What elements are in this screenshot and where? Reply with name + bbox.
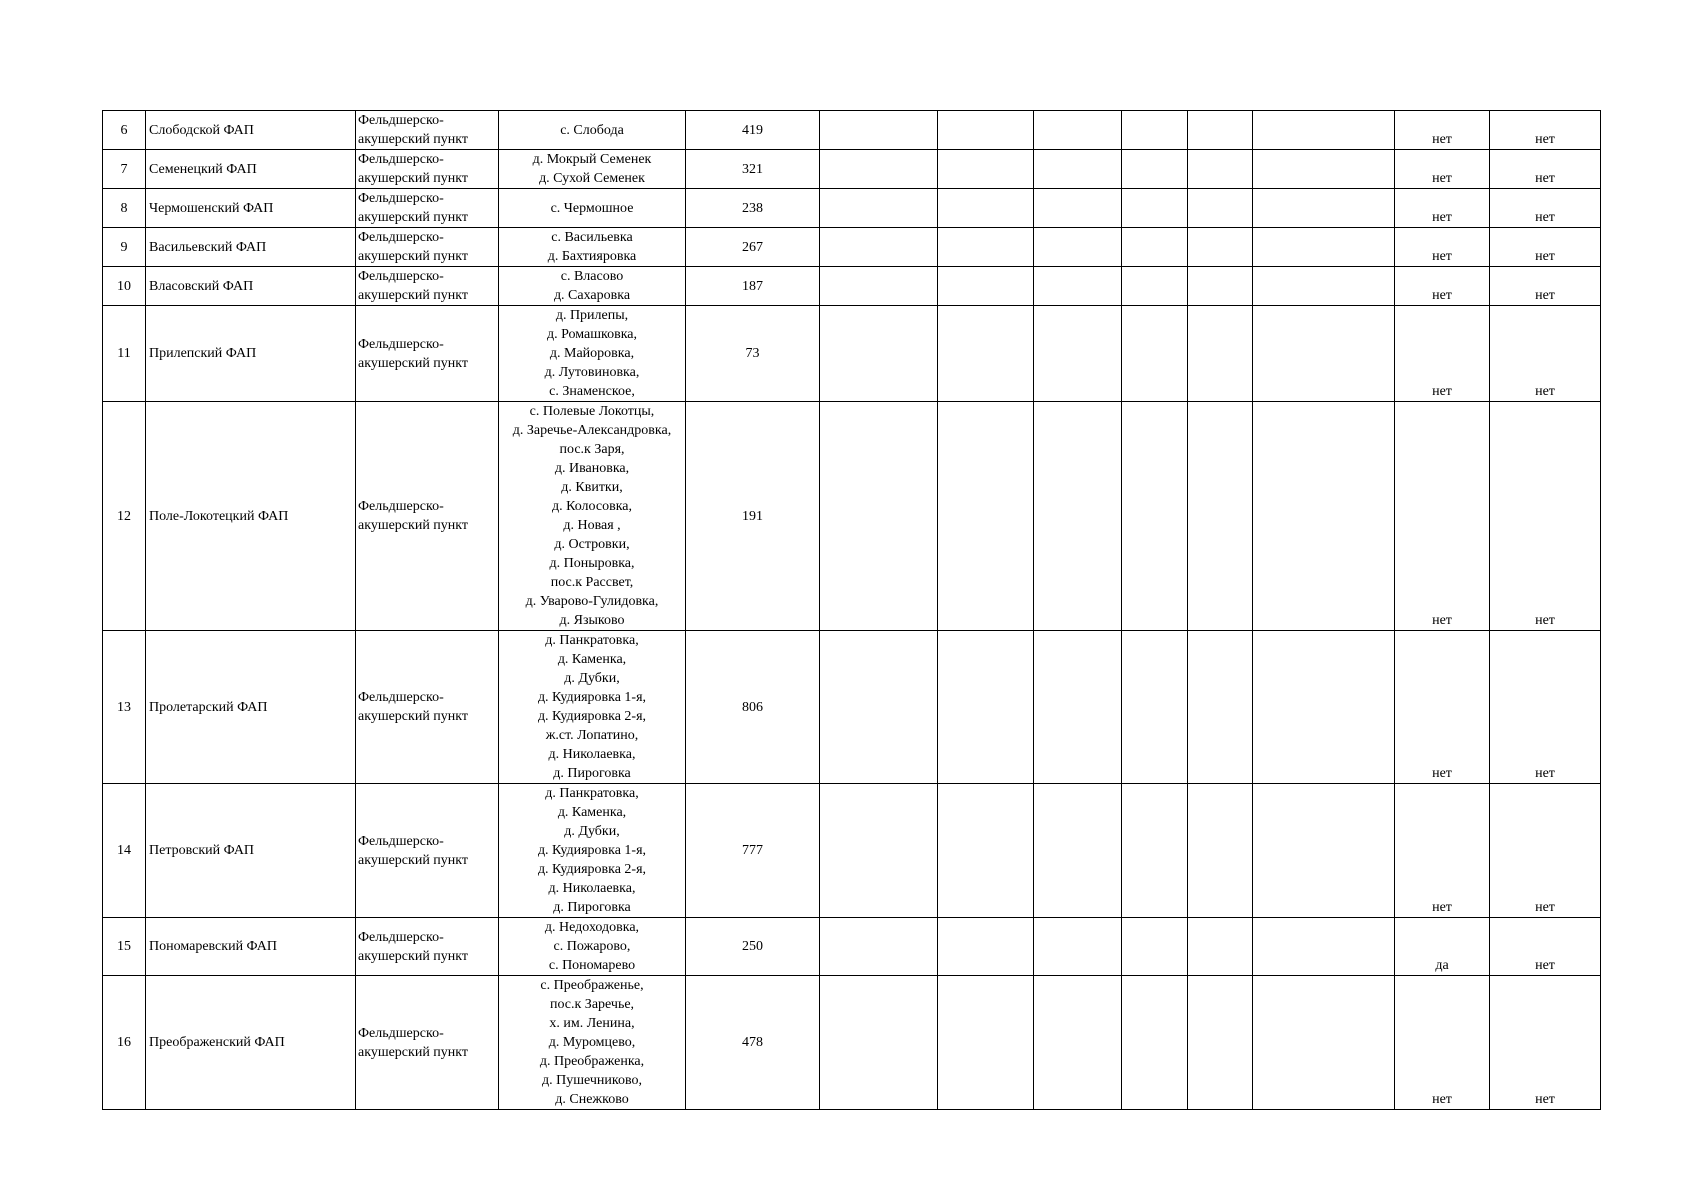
population-cell — [686, 976, 820, 1110]
empty-cell — [1253, 306, 1395, 402]
population: 250 — [742, 939, 763, 954]
row-number-cell — [103, 306, 146, 402]
empty-cell — [1122, 306, 1188, 402]
facility-name: Семенецкий ФАП — [149, 161, 257, 177]
yes-no-cell-2 — [1490, 784, 1601, 918]
empty-cell — [1253, 150, 1395, 189]
yes-no-value: нет — [1535, 384, 1555, 399]
yes-no-cell-2 — [1490, 111, 1601, 150]
settlements-line: д. Пушечниково, — [541, 1073, 642, 1088]
settlements-line: д. Панкратовка, — [545, 633, 639, 648]
empty-cell — [1034, 402, 1122, 631]
yes-no-value: нет — [1535, 249, 1555, 264]
settlements-line: д. Пироговка — [553, 900, 631, 915]
facility-name-cell — [146, 918, 356, 976]
empty-cell — [820, 228, 938, 267]
empty-cell — [1034, 784, 1122, 918]
row-number-cell — [103, 150, 146, 189]
settlements-line: д. Колосовка, — [551, 499, 633, 514]
facility-type-cell — [356, 306, 499, 402]
yes-no-value: нет — [1535, 288, 1555, 303]
empty-cell — [1188, 111, 1253, 150]
row-number-cell — [103, 189, 146, 228]
empty-cell — [1122, 111, 1188, 150]
empty-cell — [938, 784, 1034, 918]
settlements-line: пос.к Заря, — [559, 442, 625, 457]
yes-no-cell-1 — [1395, 189, 1490, 228]
facility-name-cell — [146, 189, 356, 228]
table-row — [103, 784, 1601, 918]
row-number: 12 — [117, 508, 131, 524]
table-body — [103, 111, 1601, 1110]
facility-type-cell — [356, 976, 499, 1110]
population: 478 — [742, 1035, 763, 1050]
type-line: акушерский пункт — [358, 1044, 469, 1060]
facility-name-cell — [146, 402, 356, 631]
settlements-line: д. Сухой Семенек — [539, 171, 645, 186]
settlements-cell — [499, 631, 686, 784]
empty-cell — [1253, 976, 1395, 1110]
type-line: Фельдшерско- — [358, 336, 444, 352]
empty-cell — [1122, 150, 1188, 189]
empty-cell — [820, 111, 938, 150]
facility-name-cell — [146, 784, 356, 918]
empty-cell — [938, 402, 1034, 631]
settlements-line: д. Дубки, — [564, 671, 620, 686]
yes-no-value: нет — [1535, 900, 1555, 915]
yes-no-cell-2 — [1490, 150, 1601, 189]
empty-cell — [1253, 267, 1395, 306]
settlements-cell — [499, 150, 686, 189]
yes-no-value: нет — [1432, 210, 1452, 225]
facility-name-cell — [146, 306, 356, 402]
yes-no-value: нет — [1535, 613, 1555, 628]
population: 419 — [742, 122, 763, 138]
yes-no-value: нет — [1535, 210, 1555, 225]
settlements-line: д. Каменка, — [557, 805, 627, 820]
empty-cell — [1188, 228, 1253, 267]
yes-no-cell-1 — [1395, 267, 1490, 306]
facility-name: Петровский ФАП — [149, 843, 255, 858]
type-line: акушерский пункт — [358, 709, 469, 724]
population: 777 — [742, 843, 763, 858]
row-number-cell — [103, 267, 146, 306]
yes-no-value: нет — [1432, 132, 1452, 147]
yes-no-cell-1 — [1395, 918, 1490, 976]
yes-no-value: нет — [1432, 288, 1452, 303]
population-cell — [686, 402, 820, 631]
empty-cell — [1122, 784, 1188, 918]
settlements-line: д. Лутовиновка, — [544, 365, 640, 380]
empty-cell — [1034, 267, 1122, 306]
settlements-cell — [499, 189, 686, 228]
table-row — [103, 631, 1601, 784]
type-line: акушерский пункт — [358, 948, 469, 964]
empty-cell — [938, 918, 1034, 976]
yes-no-value: нет — [1535, 132, 1555, 147]
settlements-line: с. Пожарово, — [553, 939, 631, 954]
settlements-line: д. Пироговка — [553, 766, 631, 781]
type-line: Фельдшерско- — [358, 152, 444, 167]
row-number-cell — [103, 228, 146, 267]
settlements-line: д. Снежково — [555, 1092, 629, 1107]
settlements-line: д. Островки, — [554, 537, 630, 552]
empty-cell — [938, 267, 1034, 306]
type-line: Фельдшерско- — [358, 690, 444, 705]
settlements-line: д. Бахтияровка — [547, 249, 637, 264]
facility-name: Пономаревский ФАП — [149, 939, 277, 954]
type-line: Фельдшерско- — [358, 499, 444, 514]
empty-cell — [820, 267, 938, 306]
yes-no-value: нет — [1432, 1092, 1452, 1107]
settlements-line: д. Прилепы, — [555, 308, 629, 323]
type-line: Фельдшерско- — [358, 230, 444, 245]
type-line: Фельдшерско- — [358, 269, 444, 284]
yes-no-cell-1 — [1395, 228, 1490, 267]
settlements-line: с. Чермошное — [550, 200, 634, 216]
settlements-line: д. Кудияровка 1-я, — [537, 690, 647, 705]
type-line: Фельдшерско- — [358, 833, 444, 849]
yes-no-value: нет — [1432, 171, 1452, 186]
yes-no-cell-1 — [1395, 150, 1490, 189]
type-line: акушерский пункт — [358, 355, 469, 371]
empty-cell — [938, 189, 1034, 228]
type-line: акушерский пункт — [358, 249, 469, 264]
empty-cell — [1034, 189, 1122, 228]
type-line: акушерский пункт — [358, 518, 469, 533]
table-row — [103, 918, 1601, 976]
row-number-cell — [103, 918, 146, 976]
row-number: 9 — [120, 239, 128, 255]
facility-name-cell — [146, 150, 356, 189]
type-line: акушерский пункт — [358, 210, 469, 225]
empty-cell — [1253, 631, 1395, 784]
empty-cell — [1034, 306, 1122, 402]
settlements-line: д. Преображенка, — [539, 1054, 645, 1069]
population: 321 — [742, 161, 763, 177]
settlements-line: д. Панкратовка, — [545, 786, 639, 801]
yes-no-cell-2 — [1490, 631, 1601, 784]
empty-cell — [820, 402, 938, 631]
empty-cell — [938, 976, 1034, 1110]
empty-cell — [1188, 784, 1253, 918]
empty-cell — [1122, 267, 1188, 306]
yes-no-cell-2 — [1490, 189, 1601, 228]
type-line: акушерский пункт — [358, 132, 469, 147]
yes-no-cell-2 — [1490, 228, 1601, 267]
population: 806 — [742, 699, 763, 715]
empty-cell — [1188, 267, 1253, 306]
settlements-line: д. Недоходовка, — [544, 920, 640, 935]
empty-cell — [820, 918, 938, 976]
population: 73 — [745, 346, 760, 361]
yes-no-cell-2 — [1490, 976, 1601, 1110]
row-number-cell — [103, 111, 146, 150]
yes-no-value: нет — [1535, 958, 1555, 973]
settlements-line: с. Васильевка — [551, 230, 633, 245]
table-row — [103, 189, 1601, 228]
row-number: 8 — [120, 200, 128, 216]
yes-no-cell-1 — [1395, 976, 1490, 1110]
facility-type-cell — [356, 631, 499, 784]
type-line: Фельдшерско- — [358, 113, 444, 128]
facility-name: Прилепский ФАП — [149, 346, 257, 361]
row-number: 14 — [117, 843, 131, 858]
population-cell — [686, 631, 820, 784]
facility-name: Преображенский ФАП — [149, 1035, 285, 1050]
facility-type-cell — [356, 402, 499, 631]
empty-cell — [1122, 918, 1188, 976]
settlements-line: с. Знаменское, — [549, 384, 635, 399]
table-row — [103, 402, 1601, 631]
yes-no-cell-1 — [1395, 402, 1490, 631]
settlements-cell — [499, 111, 686, 150]
facility-type-cell — [356, 150, 499, 189]
facility-name: Пролетарский ФАП — [149, 699, 268, 715]
population-cell — [686, 267, 820, 306]
empty-cell — [1122, 228, 1188, 267]
empty-cell — [820, 784, 938, 918]
settlements-line: д. Квитки, — [561, 480, 623, 495]
settlements-line: д. Каменка, — [557, 652, 627, 667]
empty-cell — [1253, 402, 1395, 631]
settlements-line: с. Власово — [560, 269, 624, 284]
settlements-cell — [499, 918, 686, 976]
settlements-line: д. Сахаровка — [553, 288, 631, 303]
settlements-line: пос.к Рассвет, — [550, 575, 634, 590]
type-line: акушерский пункт — [358, 171, 469, 186]
empty-cell — [820, 976, 938, 1110]
empty-cell — [1188, 150, 1253, 189]
settlements-cell — [499, 228, 686, 267]
settlements-cell — [499, 784, 686, 918]
settlements-line: д. Кудияровка 2-я, — [537, 862, 647, 877]
population-cell — [686, 918, 820, 976]
row-number: 13 — [117, 699, 131, 715]
row-number-cell — [103, 784, 146, 918]
table-row — [103, 306, 1601, 402]
empty-cell — [1034, 111, 1122, 150]
facility-type-cell — [356, 189, 499, 228]
facility-type-cell — [356, 228, 499, 267]
settlements-line: с. Полевые Локотцы, — [529, 404, 655, 419]
facility-name-cell — [146, 631, 356, 784]
empty-cell — [820, 150, 938, 189]
empty-cell — [1034, 150, 1122, 189]
yes-no-cell-1 — [1395, 784, 1490, 918]
population-cell — [686, 150, 820, 189]
row-number-cell — [103, 402, 146, 631]
yes-no-value: нет — [1535, 171, 1555, 186]
settlements-line: д. Заречье-Александровка, — [512, 423, 672, 438]
facility-type-cell — [356, 267, 499, 306]
yes-no-cell-1 — [1395, 306, 1490, 402]
yes-no-value: нет — [1432, 900, 1452, 915]
yes-no-cell-1 — [1395, 111, 1490, 150]
facility-name-cell — [146, 976, 356, 1110]
row-number: 11 — [117, 346, 131, 361]
empty-cell — [1188, 918, 1253, 976]
empty-cell — [1034, 631, 1122, 784]
empty-cell — [938, 228, 1034, 267]
row-number-cell — [103, 976, 146, 1110]
yes-no-value: нет — [1432, 384, 1452, 399]
yes-no-cell-1 — [1395, 631, 1490, 784]
empty-cell — [1122, 189, 1188, 228]
empty-cell — [938, 306, 1034, 402]
empty-cell — [1253, 784, 1395, 918]
yes-no-cell-2 — [1490, 918, 1601, 976]
facility-type-cell — [356, 111, 499, 150]
row-number-cell — [103, 631, 146, 784]
settlements-line: д. Кудияровка 2-я, — [537, 709, 647, 724]
settlements-line: д. Муромцево, — [548, 1035, 636, 1050]
table-row — [103, 267, 1601, 306]
settlements-line: д. Языково — [559, 613, 625, 628]
yes-no-value: нет — [1535, 1092, 1555, 1107]
yes-no-value: нет — [1432, 249, 1452, 264]
empty-cell — [1122, 402, 1188, 631]
facility-name: Васильевский ФАП — [149, 239, 267, 255]
settlements-line: х. им. Ленина, — [549, 1016, 635, 1031]
empty-cell — [1034, 228, 1122, 267]
table-row — [103, 150, 1601, 189]
facility-name: Слободской ФАП — [149, 122, 254, 138]
empty-cell — [1034, 976, 1122, 1110]
empty-cell — [820, 189, 938, 228]
yes-no-value: нет — [1432, 766, 1452, 781]
population: 191 — [742, 508, 763, 524]
yes-no-cell-2 — [1490, 267, 1601, 306]
facility-name-cell — [146, 267, 356, 306]
settlements-cell — [499, 267, 686, 306]
population: 267 — [742, 239, 763, 255]
settlements-line: с. Пономарево — [548, 958, 636, 973]
row-number: 6 — [120, 122, 128, 138]
table-row — [103, 976, 1601, 1110]
empty-cell — [1253, 189, 1395, 228]
population-cell — [686, 228, 820, 267]
row-number: 15 — [117, 939, 131, 954]
type-line: Фельдшерско- — [358, 929, 444, 945]
empty-cell — [1034, 918, 1122, 976]
settlements-line: д. Дубки, — [564, 824, 620, 839]
settlements-line: д. Мокрый Семенек — [532, 152, 652, 167]
facility-name-cell — [146, 111, 356, 150]
type-line: акушерский пункт — [358, 852, 469, 868]
empty-cell — [938, 150, 1034, 189]
facility-name: Чермошенский ФАП — [149, 200, 274, 216]
yes-no-value: да — [1435, 958, 1449, 973]
settlements-line: д. Поныровка, — [549, 556, 635, 571]
settlements-line: ж.ст. Лопатино, — [545, 728, 639, 743]
population-cell — [686, 111, 820, 150]
empty-cell — [1253, 918, 1395, 976]
empty-cell — [820, 306, 938, 402]
empty-cell — [1188, 631, 1253, 784]
type-line: акушерский пункт — [358, 288, 469, 303]
yes-no-cell-2 — [1490, 306, 1601, 402]
empty-cell — [938, 631, 1034, 784]
row-number: 7 — [120, 161, 128, 177]
settlements-line: д. Кудияровка 1-я, — [537, 843, 647, 858]
yes-no-cell-2 — [1490, 402, 1601, 631]
empty-cell — [1188, 402, 1253, 631]
settlements-line: д. Ивановка, — [554, 461, 630, 476]
empty-cell — [1253, 111, 1395, 150]
empty-cell — [938, 111, 1034, 150]
empty-cell — [1188, 976, 1253, 1110]
population: 238 — [742, 200, 763, 216]
settlements-cell — [499, 306, 686, 402]
facility-name: Поле-Локотецкий ФАП — [149, 508, 289, 524]
facility-type-cell — [356, 784, 499, 918]
population-cell — [686, 189, 820, 228]
settlements-line: д. Новая , — [563, 518, 621, 533]
settlements-line: с. Преображенье, — [540, 978, 644, 993]
yes-no-value: нет — [1535, 766, 1555, 781]
population: 187 — [742, 278, 763, 294]
empty-cell — [1122, 976, 1188, 1110]
empty-cell — [1122, 631, 1188, 784]
row-number: 10 — [117, 278, 131, 294]
settlements-line: д. Николаевка, — [548, 881, 636, 896]
yes-no-value: нет — [1432, 613, 1452, 628]
settlements-cell — [499, 976, 686, 1110]
empty-cell — [1188, 306, 1253, 402]
population-cell — [686, 784, 820, 918]
settlements-line: д. Ромашковка, — [546, 327, 638, 342]
facility-name-cell — [146, 228, 356, 267]
table-row — [103, 228, 1601, 267]
empty-cell — [1253, 228, 1395, 267]
population-cell — [686, 306, 820, 402]
settlements-line: д. Майоровка, — [549, 346, 635, 361]
settlements-line: д. Уварово-Гулидовка, — [525, 594, 659, 609]
type-line: Фельдшерско- — [358, 191, 444, 206]
row-number: 16 — [117, 1035, 131, 1050]
facility-table — [102, 110, 1601, 1110]
empty-cell — [1188, 189, 1253, 228]
type-line: Фельдшерско- — [358, 1025, 444, 1041]
settlements-line: д. Николаевка, — [548, 747, 636, 762]
table-row — [103, 111, 1601, 150]
empty-cell — [820, 631, 938, 784]
settlements-line: с. Слобода — [560, 122, 624, 138]
settlements-cell — [499, 402, 686, 631]
facility-name: Власовский ФАП — [149, 278, 254, 294]
facility-type-cell — [356, 918, 499, 976]
settlements-line: пос.к Заречье, — [549, 997, 635, 1012]
